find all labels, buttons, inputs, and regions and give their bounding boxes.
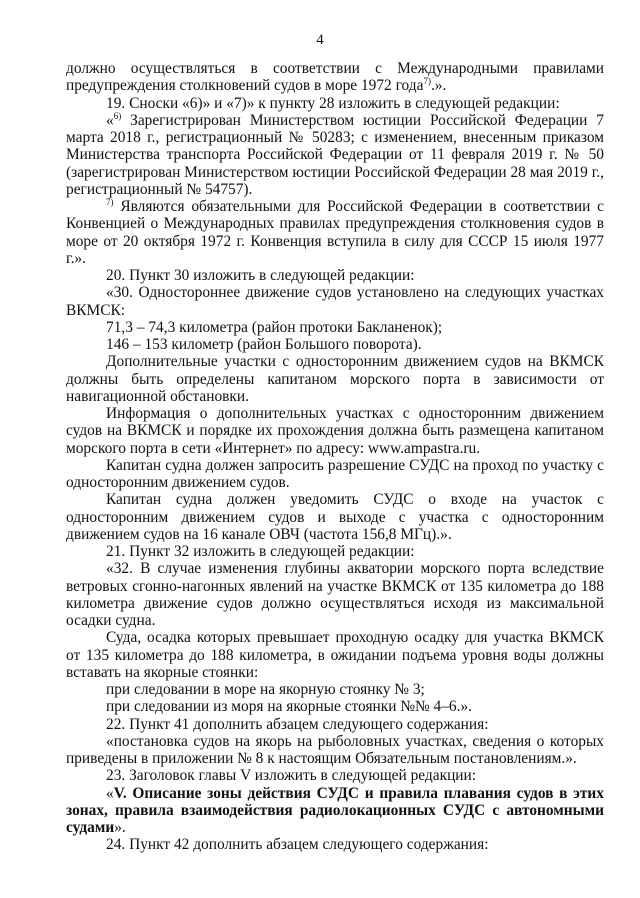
footnote-7 — [66, 198, 604, 267]
paragraph: «постановка судов на якорь на рыболовных участках, сведения о которых приведены в приложении № 8 к настоящим Обязательным постановлениям.». — [66, 732, 604, 767]
paragraph: Информация о дополнительных участках с односторонним движением судов на ВКМСК и порядке их прохождения должна быть размещена капитаном морского порта в сети «Интернет» по адресу: www.ampastra.ru. — [66, 405, 604, 457]
chapter-title — [66, 785, 604, 837]
clause-30-range-2: 146 – 153 километр (район Большого поворота). — [106, 336, 422, 353]
clause-32: «32. В случае изменения глубины акватории морского порта вследствие ветровых сгонно-нагонных явлений на участке ВКМСК от 135 километра до 188 километра движение судов должно осуществляться исходя из максимальной осадки судна. — [66, 560, 604, 629]
clause-30-range-1: 71,3 – 74,3 километра (район протоки Бакланенок); — [106, 318, 443, 336]
paragraph: при следовании из моря на якорные стоянки №№ 4–6.». — [106, 698, 473, 716]
page-number: 4 — [316, 32, 324, 48]
item-20: 20. Пункт 30 изложить в следующей редакции: — [106, 267, 415, 284]
footnote-mark: 7) — [423, 76, 431, 87]
quote-mark: ». — [114, 819, 126, 836]
text: должно осуществляться в соответствии с Международными правилами предупреждения столкновений судов в море 1972 года — [66, 60, 604, 95]
quote-mark: « — [106, 784, 114, 802]
clause-30: «30. Одностороннее движение судов установлено на следующих участках ВКМСК: — [66, 284, 604, 319]
footnote-6 — [66, 112, 604, 198]
text: Являются обязательными для Российской Федерации в соответствии с Конвенцией о Международных правилах предупреждения столкновения судов в море от 20 октября 1972 г. Конвенция вступила в силу для СССР 15 июля 1977 г.». — [66, 198, 604, 267]
item-22: 22. Пункт 41 дополнить абзацем следующего содержания: — [106, 715, 489, 733]
paragraph: Суда, осадка которых превышает проходную осадку для участка ВКМСК от 135 километра до 188 километра, в ожидании подъема уровня воды должны вставать на якорные стоянки: — [66, 629, 604, 681]
paragraph-continuation — [66, 60, 604, 95]
paragraph: при следовании в море на якорную стоянку № 3; — [106, 681, 425, 698]
item-24: 24. Пункт 42 дополнить абзацем следующего содержания: — [106, 836, 489, 854]
footnote-mark: 6) — [113, 110, 122, 121]
item-23: 23. Заголовок главы V изложить в следующей редакции: — [106, 767, 477, 785]
quote-mark: « — [106, 111, 114, 129]
paragraph: Капитан судна должен уведомить СУДС о входе на участок с односторонним движением судов и выходе с участка с односторонним движением судов на 16 канале ОВЧ (частота 156,8 МГц).». — [66, 491, 604, 543]
paragraph: Капитан судна должен запросить разрешение СУДС на проход по участку с односторонним движением судов. — [66, 456, 604, 491]
paragraph: Дополнительные участки с односторонним движением судов на ВКМСК должны быть определены капитаном морского порта в зависимости от навигационной обстановки. — [66, 353, 604, 405]
item-21: 21. Пункт 32 изложить в следующей редакции: — [106, 543, 415, 560]
item-19: 19. Сноски «6)» и «7)» к пункту 28 изложить в следующей редакции: — [106, 94, 560, 112]
text: .». — [430, 77, 447, 95]
footnote-mark: 7) — [106, 197, 114, 207]
document-body — [66, 60, 604, 854]
text: Зарегистрирован Министерством юстиции Российской Федерации 7 марта 2018 г., регистрационный № 50283; с изменением, внесенным приказом Министерства транспорта Российской Федерации от 11 февраля 2019 г. № 50 (зарегистрирован Министерством юстиции Российской Федерации 28 мая 2019 г., регистрационный № 54757). — [66, 111, 604, 198]
chapter-title-text: V. Описание зоны действия СУДС и правила плавания судов в этих зонах, правила взаимодействия радиолокационных СУДС с автономными судами — [66, 784, 604, 836]
